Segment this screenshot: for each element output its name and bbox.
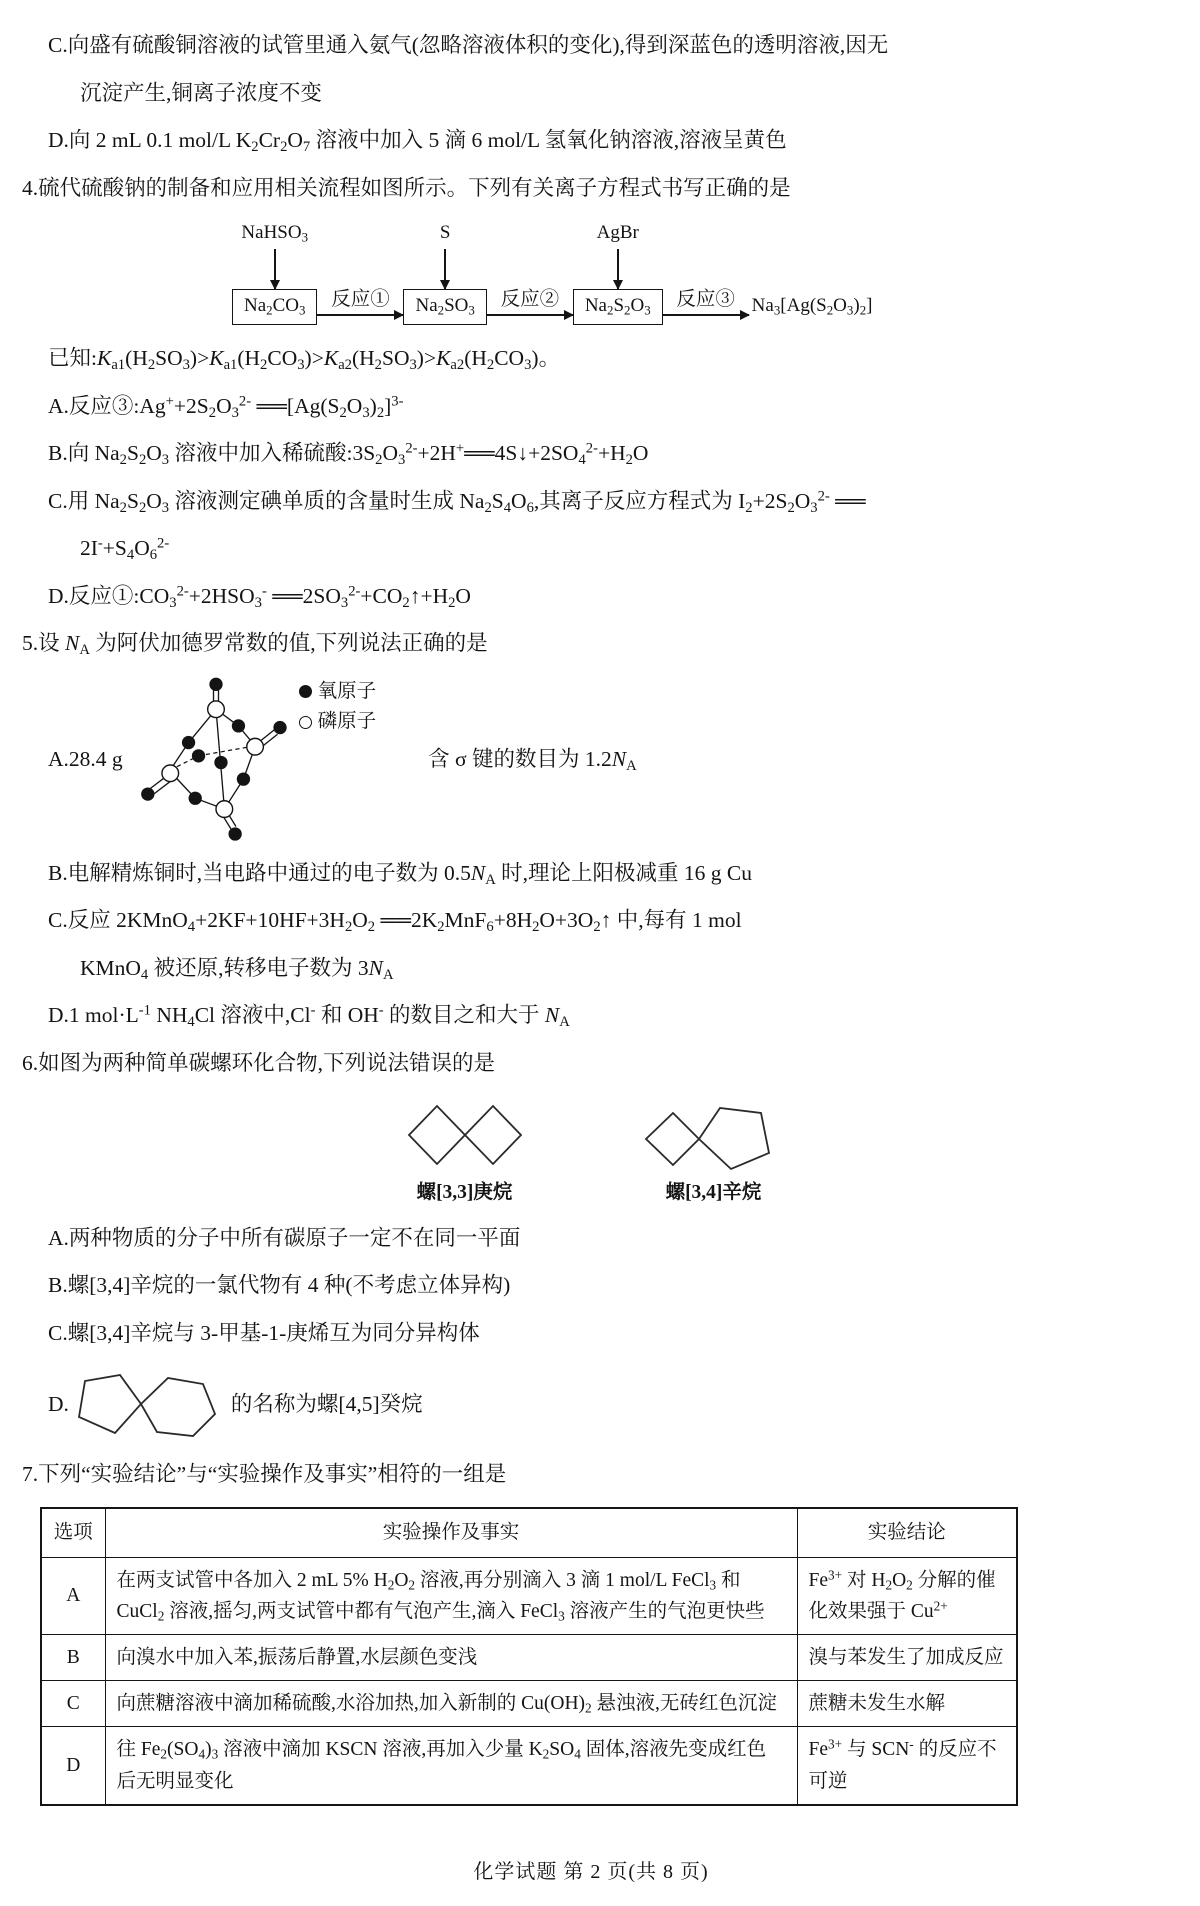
- q5-figure-legend: [299, 678, 377, 739]
- row-d-option: D: [41, 1727, 105, 1805]
- q4-flow-diagram: [232, 220, 1160, 325]
- down-arrow-icon: [444, 249, 446, 289]
- row-d-conclusion: $Fe^{3+}$ 与 SCN- 的反应不可逆: [797, 1727, 1017, 1805]
- down-arrow-icon: [617, 249, 619, 289]
- legend-oxygen-label: 氧原子: [317, 680, 377, 702]
- spiro33-caption: 螺[3,3]庚烷: [416, 1182, 513, 1204]
- q3-option-c-line2: 沉淀产生,铜离子浓度不变: [80, 80, 322, 105]
- q5-option-a-suffix: 含 σ 键的数目为 $1.2N_A$: [428, 747, 637, 775]
- q4-flow-input-1: NaHSO$_3$: [241, 222, 309, 245]
- right-arrow-icon: [487, 314, 573, 316]
- right-arrow-icon: [317, 314, 403, 316]
- row-c-conclusion: 蔗糖未发生水解: [797, 1681, 1017, 1727]
- row-b-conclusion: 溴与苯发生了加成反应: [797, 1635, 1017, 1681]
- q4-option-c-line1: C.用 $Na_2S_2O_3$ 溶液测定碘单质的含量时生成 $Na_2S_4O_6$,其离子反应方程式为 $I_2+2S_2O_3^{2-}$ ══: [48, 488, 866, 516]
- q5-option-b: B.电解精炼铜时,当电路中通过的电子数为 $0.5N_A$ 时,理论上阳极减重 16 g Cu: [48, 860, 752, 888]
- q6-option-d: [48, 1365, 1160, 1443]
- row-a-option: A: [41, 1557, 105, 1634]
- q5-title: 5.设 $N_A$ 为阿伏加德罗常数的值,下列说法正确的是: [22, 631, 488, 659]
- q7-experiment-table: [40, 1507, 1018, 1806]
- q5-option-c-line2: KMnO$_4$ 被还原,转移电子数为 $3N_A$: [80, 955, 394, 983]
- q4-flow-link-2: [487, 286, 573, 316]
- header-operation: 实验操作及事实: [105, 1508, 797, 1557]
- row-a-conclusion: $Fe^{3+}$ 对 $H_2O_2$ 分解的催化效果强于 $Cu^{2+}$: [797, 1557, 1017, 1634]
- q4-flow-station-2: [403, 220, 486, 325]
- q4-flow-link-1-label: 反应①: [331, 288, 390, 310]
- q4-flow-box-3: $Na_2S_2O_3$: [573, 289, 663, 325]
- q4-flow-input-3: AgBr: [596, 222, 639, 244]
- table-row-b: [41, 1635, 1017, 1681]
- q5-option-a: [48, 676, 1160, 844]
- phosphorus-atom-icon: [299, 716, 312, 729]
- legend-phosphorus-label: 磷原子: [317, 711, 377, 733]
- row-c-operation: 向蔗糖溶液中滴加稀硫酸,水浴加热,加入新制的 $Cu(OH)_2$ 悬浊液,无砖红色沉淀: [105, 1681, 797, 1727]
- page-footer: 化学试题 第 2 页(共 8 页): [473, 1860, 709, 1883]
- q4-known: 已知$:K_{a1}(H_2SO_3)>K_{a1}(H_2CO_3)>K_{a2}(H_2SO_3)>K_{a2}(H_2CO_3)$。: [48, 346, 561, 374]
- spiro34-figure: [635, 1095, 793, 1207]
- row-b-operation: 向溴水中加入苯,振荡后静置,水层颜色变浅: [105, 1635, 797, 1681]
- q5-option-d: D.1 $mol\cdot L^{-1}$ $NH_4Cl$ 溶液中,Cl- 和 OH- 的数目之和大于 $N_A$: [48, 1002, 570, 1031]
- q3-option-c-line1: C.向盛有硫酸铜溶液的试管里通入氨气(忽略溶液体积的变化),得到深蓝色的透明溶液,因无: [48, 33, 889, 57]
- q4-flow-input-2: S: [439, 222, 451, 244]
- table-row-c: [41, 1681, 1017, 1727]
- table-header-row: [41, 1508, 1017, 1557]
- q6-option-a: A.两种物质的分子中所有碳原子一定不在同一平面: [48, 1225, 521, 1250]
- down-arrow-icon: [274, 249, 276, 289]
- row-a-operation: 在两支试管中各加入 2 mL 5% $H_2O_2$ 溶液,再分别滴入 3 滴 1 mol/L FeCl$_3$ 和 CuCl$_2$ 溶液,摇匀,两支试管中都有气泡产生,滴入 FeCl$_3$ 溶液产生的气泡更快些: [105, 1557, 797, 1634]
- q4-flow-link-2-label: 反应②: [500, 288, 560, 310]
- q3-option-d: D.向 2 mL 0.1 mol/L $K_2Cr_2O_7$ 溶液中加入 5 滴 6 mol/L 氢氧化钠溶液,溶液呈黄色: [48, 128, 787, 156]
- table-row-d: [41, 1727, 1017, 1805]
- q6-title: 6.如图为两种简单碳螺环化合物,下列说法错误的是: [22, 1050, 496, 1075]
- spiro33-figure: [390, 1095, 540, 1207]
- q6-option-d-suffix: 的名称为螺[4,5]癸烷: [230, 1392, 423, 1417]
- table-row-a: [41, 1557, 1017, 1634]
- p4o10-molecule-figure: [137, 676, 295, 844]
- legend-item-oxygen: [299, 678, 377, 706]
- q5-option-a-prefix: A.28.4 g: [48, 747, 123, 772]
- q4-option-c-line2: $2I^-+S_4O_6^{2-}$: [80, 535, 170, 564]
- q4-flow-link-1: [317, 286, 403, 316]
- q5-option-c-line1: C.反应 $2KMnO_4+2KF+10HF+3H_2O_2$ $══2K_2MnF_6+8H_2O+3O_2↑$ 中,每有 1 mol: [48, 908, 742, 936]
- right-arrow-icon: [663, 314, 749, 316]
- q4-flow-product: $Na_3[Ag(S_2O_3)_2]$: [751, 295, 873, 318]
- header-conclusion: 实验结论: [797, 1508, 1017, 1557]
- q4-flow-link-3-label: 反应③: [676, 288, 735, 310]
- q6-option-c: C.螺[3,4]辛烷与 3-甲基-1-庚烯互为同分异构体: [48, 1320, 480, 1345]
- q4-flow-link-3: [663, 286, 749, 316]
- row-b-option: B: [41, 1635, 105, 1681]
- q4-flow-station-3: [573, 220, 663, 325]
- q6-option-b: B.螺[3,4]辛烷的一氯代物有 4 种(不考虑立体异构): [48, 1273, 511, 1298]
- q4-option-a: A.反应$③:Ag^++2S_2O_3^{2-}$ $══[Ag(S_2O_3)_2]^{3-}$: [48, 393, 404, 421]
- row-d-operation: 往 $Fe_2(SO_4)_3$ 溶液中滴加 KSCN 溶液,再加入少量 $K_2SO_4$ 固体,溶液先变成红色后无明显变化: [105, 1727, 797, 1805]
- q4-title: 4.硫代硫酸钠的制备和应用相关流程如图所示。下列有关离子方程式书写正确的是: [22, 175, 791, 200]
- header-option: 选项: [41, 1508, 105, 1557]
- oxygen-atom-icon: [299, 685, 312, 698]
- row-c-option: C: [41, 1681, 105, 1727]
- q6-option-d-prefix: D.: [48, 1392, 69, 1417]
- q4-option-d: D.反应$①:CO_3^{2-}+2HSO_3^-$ $══2SO_3^{2-}+CO_2↑+H_2O$: [48, 583, 471, 611]
- spiro34-caption: 螺[3,4]辛烷: [665, 1182, 762, 1204]
- q4-flow-box-1: $Na_2CO_3$: [232, 289, 317, 325]
- q4-flow-box-2: $Na_2SO_3$: [403, 289, 486, 325]
- q4-option-b: B.向 $Na_2S_2O_3$ 溶液中加入稀硫酸$:3S_2O_3^{2-}+2H^+══4S↓+2SO_4^{2-}+H_2O$: [48, 440, 649, 469]
- spiro45-figure: [71, 1365, 229, 1443]
- legend-item-phosphorus: [299, 708, 377, 736]
- q7-title: 7.下列“实验结论”与“实验操作及事实”相符的一组是: [22, 1462, 507, 1487]
- q4-flow-station-1: [232, 220, 317, 325]
- q6-figures: [22, 1095, 1160, 1207]
